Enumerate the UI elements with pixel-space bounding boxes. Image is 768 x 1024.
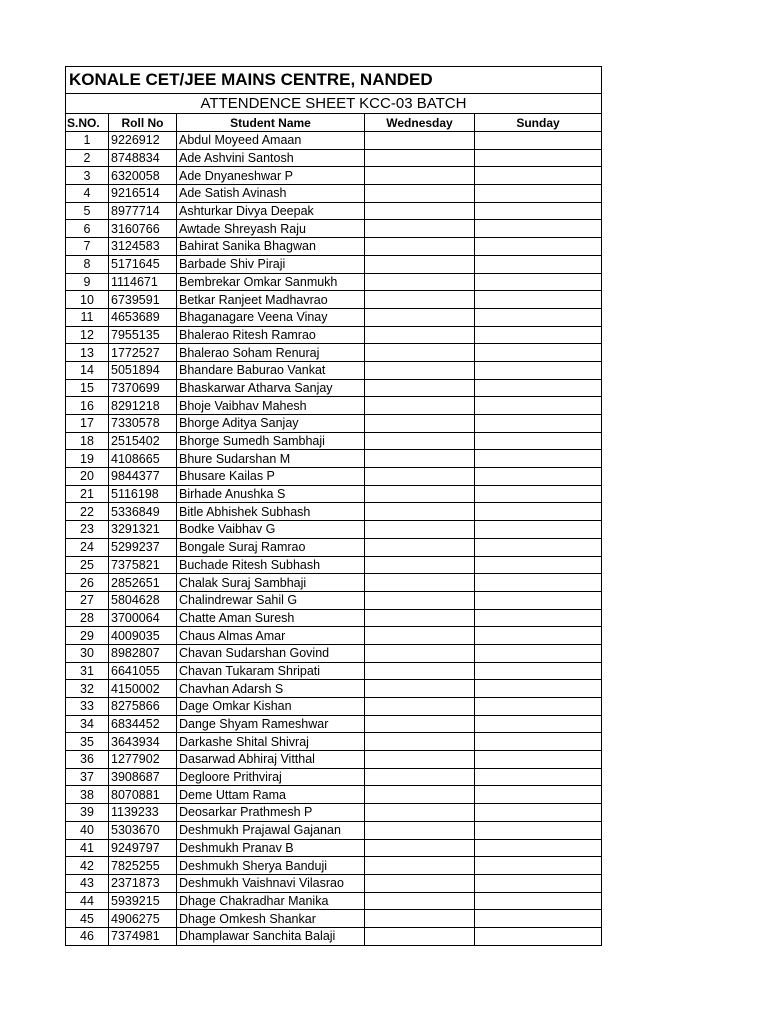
row-student-name: Bhoje Vaibhav Mahesh xyxy=(177,397,365,415)
row-roll-no: 7375821 xyxy=(109,556,177,574)
table-row xyxy=(66,132,602,150)
row-wednesday-cell xyxy=(365,521,475,539)
table-row xyxy=(66,892,602,910)
row-sno: 34 xyxy=(66,715,109,733)
row-roll-no: 1139233 xyxy=(109,804,177,822)
row-wednesday-cell xyxy=(365,238,475,256)
table-row xyxy=(66,538,602,556)
table-row xyxy=(66,680,602,698)
row-wednesday-cell xyxy=(365,662,475,680)
row-roll-no: 8748834 xyxy=(109,149,177,167)
row-sno: 24 xyxy=(66,538,109,556)
row-sunday-cell xyxy=(475,538,602,556)
header-row xyxy=(66,114,602,132)
row-sunday-cell xyxy=(475,521,602,539)
row-sno: 2 xyxy=(66,149,109,167)
row-sno: 36 xyxy=(66,751,109,769)
header-sno: S.NO. xyxy=(66,114,109,132)
row-sunday-cell xyxy=(475,361,602,379)
row-student-name: Deshmukh Prajawal Gajanan xyxy=(177,821,365,839)
row-sunday-cell xyxy=(475,273,602,291)
row-roll-no: 6320058 xyxy=(109,167,177,185)
row-student-name: Chalindrewar Sahil G xyxy=(177,591,365,609)
table-row xyxy=(66,574,602,592)
row-wednesday-cell xyxy=(365,733,475,751)
row-sunday-cell xyxy=(475,786,602,804)
row-student-name: Birhade Anushka S xyxy=(177,485,365,503)
table-row xyxy=(66,733,602,751)
row-sunday-cell xyxy=(475,238,602,256)
row-sunday-cell xyxy=(475,415,602,433)
row-sunday-cell xyxy=(475,715,602,733)
row-sno: 46 xyxy=(66,927,109,945)
row-sno: 45 xyxy=(66,910,109,928)
table-row xyxy=(66,662,602,680)
title-row xyxy=(66,67,602,94)
table-row xyxy=(66,238,602,256)
row-wednesday-cell xyxy=(365,839,475,857)
row-wednesday-cell xyxy=(365,768,475,786)
row-wednesday-cell xyxy=(365,326,475,344)
table-row xyxy=(66,821,602,839)
row-wednesday-cell xyxy=(365,715,475,733)
row-sunday-cell xyxy=(475,167,602,185)
row-sunday-cell xyxy=(475,291,602,309)
row-student-name: Bhure Sudarshan M xyxy=(177,450,365,468)
row-roll-no: 4108665 xyxy=(109,450,177,468)
row-student-name: Dage Omkar Kishan xyxy=(177,698,365,716)
row-roll-no: 8070881 xyxy=(109,786,177,804)
row-wednesday-cell xyxy=(365,397,475,415)
row-sno: 28 xyxy=(66,609,109,627)
row-student-name: Deosarkar Prathmesh P xyxy=(177,804,365,822)
row-student-name: Chavhan Adarsh S xyxy=(177,680,365,698)
row-wednesday-cell xyxy=(365,167,475,185)
row-roll-no: 5303670 xyxy=(109,821,177,839)
row-sno: 18 xyxy=(66,432,109,450)
row-sno: 41 xyxy=(66,839,109,857)
row-wednesday-cell xyxy=(365,751,475,769)
row-sunday-cell xyxy=(475,185,602,203)
row-student-name: Bahirat Sanika Bhagwan xyxy=(177,238,365,256)
row-student-name: Bhalerao Soham Renuraj xyxy=(177,344,365,362)
row-wednesday-cell xyxy=(365,308,475,326)
row-sunday-cell xyxy=(475,874,602,892)
row-roll-no: 6739591 xyxy=(109,291,177,309)
row-student-name: Bhalerao Ritesh Ramrao xyxy=(177,326,365,344)
row-sno: 7 xyxy=(66,238,109,256)
row-wednesday-cell xyxy=(365,680,475,698)
table-row xyxy=(66,910,602,928)
row-roll-no: 6834452 xyxy=(109,715,177,733)
row-roll-no: 5299237 xyxy=(109,538,177,556)
row-wednesday-cell xyxy=(365,644,475,662)
row-student-name: Ade Dnyaneshwar P xyxy=(177,167,365,185)
table-row xyxy=(66,379,602,397)
table-row xyxy=(66,415,602,433)
row-wednesday-cell xyxy=(365,927,475,945)
row-sunday-cell xyxy=(475,149,602,167)
row-roll-no: 7370699 xyxy=(109,379,177,397)
row-sno: 27 xyxy=(66,591,109,609)
row-wednesday-cell xyxy=(365,132,475,150)
header-sunday: Sunday xyxy=(475,114,602,132)
table-row xyxy=(66,273,602,291)
row-roll-no: 1277902 xyxy=(109,751,177,769)
row-student-name: Ade Ashvini Santosh xyxy=(177,149,365,167)
row-student-name: Deshmukh Vaishnavi Vilasrao xyxy=(177,874,365,892)
row-roll-no: 4009035 xyxy=(109,627,177,645)
row-wednesday-cell xyxy=(365,415,475,433)
row-roll-no: 7330578 xyxy=(109,415,177,433)
table-row xyxy=(66,751,602,769)
row-wednesday-cell xyxy=(365,220,475,238)
row-student-name: Degloore Prithviraj xyxy=(177,768,365,786)
row-student-name: Awtade Shreyash Raju xyxy=(177,220,365,238)
row-sno: 37 xyxy=(66,768,109,786)
row-wednesday-cell xyxy=(365,344,475,362)
row-sno: 13 xyxy=(66,344,109,362)
row-roll-no: 9844377 xyxy=(109,468,177,486)
row-roll-no: 5116198 xyxy=(109,485,177,503)
row-sno: 15 xyxy=(66,379,109,397)
row-student-name: Bhorge Sumedh Sambhaji xyxy=(177,432,365,450)
row-roll-no: 1772527 xyxy=(109,344,177,362)
table-row xyxy=(66,326,602,344)
table-row xyxy=(66,786,602,804)
row-sno: 12 xyxy=(66,326,109,344)
table-row xyxy=(66,202,602,220)
row-sunday-cell xyxy=(475,751,602,769)
row-sunday-cell xyxy=(475,485,602,503)
row-roll-no: 3160766 xyxy=(109,220,177,238)
table-row xyxy=(66,839,602,857)
row-sno: 25 xyxy=(66,556,109,574)
row-sunday-cell xyxy=(475,202,602,220)
row-roll-no: 8291218 xyxy=(109,397,177,415)
row-roll-no: 7825255 xyxy=(109,857,177,875)
row-sunday-cell xyxy=(475,132,602,150)
row-sno: 29 xyxy=(66,627,109,645)
row-sunday-cell xyxy=(475,609,602,627)
row-sunday-cell xyxy=(475,857,602,875)
table-row xyxy=(66,715,602,733)
row-sunday-cell xyxy=(475,432,602,450)
row-sunday-cell xyxy=(475,308,602,326)
row-sno: 9 xyxy=(66,273,109,291)
row-student-name: Betkar Ranjeet Madhavrao xyxy=(177,291,365,309)
row-student-name: Bodke Vaibhav G xyxy=(177,521,365,539)
row-roll-no: 9226912 xyxy=(109,132,177,150)
row-student-name: Bembrekar Omkar Sanmukh xyxy=(177,273,365,291)
row-sunday-cell xyxy=(475,574,602,592)
row-roll-no: 5336849 xyxy=(109,503,177,521)
row-sno: 8 xyxy=(66,255,109,273)
table-row xyxy=(66,768,602,786)
row-sno: 43 xyxy=(66,874,109,892)
row-student-name: Chavan Tukaram Shripati xyxy=(177,662,365,680)
table-row xyxy=(66,521,602,539)
row-roll-no: 3700064 xyxy=(109,609,177,627)
row-sno: 35 xyxy=(66,733,109,751)
row-sno: 44 xyxy=(66,892,109,910)
row-wednesday-cell xyxy=(365,609,475,627)
row-student-name: Bhaskarwar Atharva Sanjay xyxy=(177,379,365,397)
table-row xyxy=(66,291,602,309)
row-sno: 39 xyxy=(66,804,109,822)
table-row xyxy=(66,344,602,362)
row-sno: 20 xyxy=(66,468,109,486)
row-sunday-cell xyxy=(475,591,602,609)
row-sno: 40 xyxy=(66,821,109,839)
header-wednesday: Wednesday xyxy=(365,114,475,132)
row-wednesday-cell xyxy=(365,698,475,716)
row-wednesday-cell xyxy=(365,503,475,521)
row-student-name: Deshmukh Pranav B xyxy=(177,839,365,857)
row-wednesday-cell xyxy=(365,857,475,875)
row-roll-no: 9216514 xyxy=(109,185,177,203)
row-roll-no: 8275866 xyxy=(109,698,177,716)
row-student-name: Dhamplawar Sanchita Balaji xyxy=(177,927,365,945)
sheet-subtitle: ATTENDENCE SHEET KCC-03 BATCH xyxy=(66,94,602,114)
row-sunday-cell xyxy=(475,468,602,486)
row-roll-no: 9249797 xyxy=(109,839,177,857)
row-sno: 22 xyxy=(66,503,109,521)
row-wednesday-cell xyxy=(365,291,475,309)
table-row xyxy=(66,149,602,167)
row-wednesday-cell xyxy=(365,149,475,167)
row-sno: 5 xyxy=(66,202,109,220)
row-student-name: Dasarwad Abhiraj Vitthal xyxy=(177,751,365,769)
row-student-name: Chalak Suraj Sambhaji xyxy=(177,574,365,592)
table-row xyxy=(66,591,602,609)
row-roll-no: 2371873 xyxy=(109,874,177,892)
row-wednesday-cell xyxy=(365,485,475,503)
row-student-name: Darkashe Shital Shivraj xyxy=(177,733,365,751)
row-wednesday-cell xyxy=(365,556,475,574)
table-row xyxy=(66,432,602,450)
row-student-name: Deme Uttam Rama xyxy=(177,786,365,804)
row-sno: 31 xyxy=(66,662,109,680)
row-student-name: Deshmukh Sherya Banduji xyxy=(177,857,365,875)
row-wednesday-cell xyxy=(365,185,475,203)
attendance-table-body xyxy=(66,67,602,946)
row-wednesday-cell xyxy=(365,255,475,273)
table-row xyxy=(66,609,602,627)
row-roll-no: 5939215 xyxy=(109,892,177,910)
row-sunday-cell xyxy=(475,910,602,928)
header-roll-no: Roll No xyxy=(109,114,177,132)
row-wednesday-cell xyxy=(365,273,475,291)
row-sno: 21 xyxy=(66,485,109,503)
row-sno: 42 xyxy=(66,857,109,875)
row-sno: 30 xyxy=(66,644,109,662)
row-roll-no: 4653689 xyxy=(109,308,177,326)
row-roll-no: 3291321 xyxy=(109,521,177,539)
subtitle-row xyxy=(66,94,602,114)
row-sno: 23 xyxy=(66,521,109,539)
table-row xyxy=(66,927,602,945)
row-sunday-cell xyxy=(475,379,602,397)
table-row xyxy=(66,503,602,521)
row-wednesday-cell xyxy=(365,591,475,609)
row-roll-no: 4150002 xyxy=(109,680,177,698)
row-sunday-cell xyxy=(475,892,602,910)
row-sunday-cell xyxy=(475,326,602,344)
row-roll-no: 5051894 xyxy=(109,361,177,379)
row-roll-no: 7374981 xyxy=(109,927,177,945)
row-wednesday-cell xyxy=(365,202,475,220)
row-wednesday-cell xyxy=(365,786,475,804)
row-student-name: Ade Satish Avinash xyxy=(177,185,365,203)
table-row xyxy=(66,167,602,185)
row-sunday-cell xyxy=(475,927,602,945)
row-roll-no: 3124583 xyxy=(109,238,177,256)
row-sunday-cell xyxy=(475,627,602,645)
row-roll-no: 1114671 xyxy=(109,273,177,291)
row-student-name: Chavan Sudarshan Govind xyxy=(177,644,365,662)
row-student-name: Dhage Omkesh Shankar xyxy=(177,910,365,928)
row-wednesday-cell xyxy=(365,821,475,839)
row-sno: 4 xyxy=(66,185,109,203)
table-row xyxy=(66,308,602,326)
table-row xyxy=(66,397,602,415)
row-sunday-cell xyxy=(475,768,602,786)
row-sno: 38 xyxy=(66,786,109,804)
row-student-name: Barbade Shiv Piraji xyxy=(177,255,365,273)
row-sunday-cell xyxy=(475,733,602,751)
row-wednesday-cell xyxy=(365,379,475,397)
row-student-name: Bitle Abhishek Subhash xyxy=(177,503,365,521)
row-student-name: Bhandare Baburao Vankat xyxy=(177,361,365,379)
row-sno: 10 xyxy=(66,291,109,309)
row-sunday-cell xyxy=(475,839,602,857)
row-student-name: Chatte Aman Suresh xyxy=(177,609,365,627)
row-sno: 16 xyxy=(66,397,109,415)
row-sno: 17 xyxy=(66,415,109,433)
row-wednesday-cell xyxy=(365,910,475,928)
row-student-name: Bongale Suraj Ramrao xyxy=(177,538,365,556)
row-roll-no: 2852651 xyxy=(109,574,177,592)
row-roll-no: 8982807 xyxy=(109,644,177,662)
table-row xyxy=(66,450,602,468)
attendance-table xyxy=(65,66,602,946)
row-wednesday-cell xyxy=(365,450,475,468)
row-wednesday-cell xyxy=(365,538,475,556)
row-wednesday-cell xyxy=(365,432,475,450)
row-wednesday-cell xyxy=(365,361,475,379)
row-roll-no: 3908687 xyxy=(109,768,177,786)
row-sunday-cell xyxy=(475,344,602,362)
row-wednesday-cell xyxy=(365,804,475,822)
table-row xyxy=(66,857,602,875)
row-sunday-cell xyxy=(475,255,602,273)
row-roll-no: 8977714 xyxy=(109,202,177,220)
row-roll-no: 5171645 xyxy=(109,255,177,273)
row-sunday-cell xyxy=(475,450,602,468)
row-sno: 14 xyxy=(66,361,109,379)
row-student-name: Abdul Moyeed Amaan xyxy=(177,132,365,150)
row-sno: 1 xyxy=(66,132,109,150)
row-roll-no: 6641055 xyxy=(109,662,177,680)
row-sunday-cell xyxy=(475,680,602,698)
row-wednesday-cell xyxy=(365,892,475,910)
row-sunday-cell xyxy=(475,503,602,521)
row-roll-no: 7955135 xyxy=(109,326,177,344)
row-student-name: Dange Shyam Rameshwar xyxy=(177,715,365,733)
row-student-name: Buchade Ritesh Subhash xyxy=(177,556,365,574)
header-student-name: Student Name xyxy=(177,114,365,132)
table-row xyxy=(66,468,602,486)
row-sno: 11 xyxy=(66,308,109,326)
row-roll-no: 5804628 xyxy=(109,591,177,609)
table-row xyxy=(66,644,602,662)
row-wednesday-cell xyxy=(365,468,475,486)
row-wednesday-cell xyxy=(365,627,475,645)
table-row xyxy=(66,255,602,273)
row-sunday-cell xyxy=(475,556,602,574)
row-wednesday-cell xyxy=(365,574,475,592)
table-row xyxy=(66,698,602,716)
row-sunday-cell xyxy=(475,804,602,822)
table-row xyxy=(66,874,602,892)
row-sno: 3 xyxy=(66,167,109,185)
row-roll-no: 3643934 xyxy=(109,733,177,751)
row-sunday-cell xyxy=(475,698,602,716)
row-roll-no: 4906275 xyxy=(109,910,177,928)
row-sno: 19 xyxy=(66,450,109,468)
row-sunday-cell xyxy=(475,821,602,839)
row-student-name: Bhaganagare Veena Vinay xyxy=(177,308,365,326)
row-student-name: Ashturkar Divya Deepak xyxy=(177,202,365,220)
row-sno: 32 xyxy=(66,680,109,698)
sheet-title: KONALE CET/JEE MAINS CENTRE, NANDED xyxy=(66,67,602,94)
row-student-name: Bhorge Aditya Sanjay xyxy=(177,415,365,433)
table-row xyxy=(66,361,602,379)
row-student-name: Chaus Almas Amar xyxy=(177,627,365,645)
row-sunday-cell xyxy=(475,662,602,680)
row-roll-no: 2515402 xyxy=(109,432,177,450)
row-sunday-cell xyxy=(475,644,602,662)
row-sno: 26 xyxy=(66,574,109,592)
table-row xyxy=(66,627,602,645)
table-row xyxy=(66,220,602,238)
row-student-name: Dhage Chakradhar Manika xyxy=(177,892,365,910)
row-wednesday-cell xyxy=(365,874,475,892)
table-row xyxy=(66,556,602,574)
row-sno: 6 xyxy=(66,220,109,238)
table-row xyxy=(66,804,602,822)
row-student-name: Bhusare Kailas P xyxy=(177,468,365,486)
row-sno: 33 xyxy=(66,698,109,716)
table-row xyxy=(66,485,602,503)
row-sunday-cell xyxy=(475,397,602,415)
table-row xyxy=(66,185,602,203)
row-sunday-cell xyxy=(475,220,602,238)
